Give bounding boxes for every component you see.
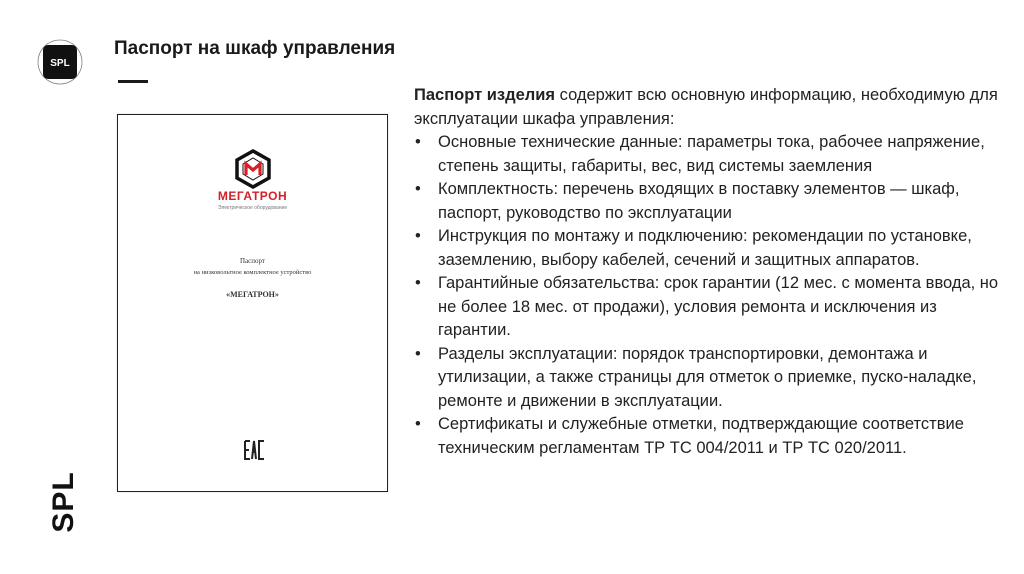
spl-logo-icon: [36, 38, 84, 86]
list-item: • Основные технические данные: параметры тока, рабочее напряжение, степень защиты, габариты, вес, вид системы заемления: [414, 131, 1004, 178]
intro-bold: Паспорт изделия: [414, 86, 556, 104]
list-item: • Гарантийные обязательства: срок гарантии (12 мес. с момента ввода, но не более 18 мес. от продажи), условия ремонта и исключения из гарантии.: [414, 272, 1004, 343]
passport-document-preview: [117, 114, 388, 492]
list-item: • Разделы эксплуатации: порядок транспортировки, демонтажа и утилизации, а также страницы для отметок о приемке, пуско-наладке, ремонте и движении в эксплуатации.: [414, 343, 1004, 414]
eac-mark-icon: [243, 439, 265, 461]
spl-logo-text: SPL: [50, 58, 70, 69]
megatron-logo-icon: [233, 149, 273, 189]
title-underline: [118, 80, 148, 83]
page-title: Паспорт на шкаф управления: [114, 38, 396, 59]
list-item: • Сертификаты и служебные отметки, подтверждающие соответствие техническим регламентам ТР ТС 004/2011 и ТР ТС 020/2011.: [414, 413, 1004, 460]
spl-logo: [36, 38, 84, 86]
intro-text: содержит всю основную информацию, необходимую для эксплуатации шкафа управления:: [414, 86, 998, 128]
doc-brand: МЕГАТРОН: [217, 189, 288, 203]
doc-line-2: на низковольтное комплектное устройство: [193, 269, 312, 276]
doc-line-1: Паспорт: [240, 257, 265, 265]
list-item: • Комплектность: перечень входящих в поставку элементов — шкаф, паспорт, руководство по эксплуатации: [414, 178, 1004, 225]
side-brand: [44, 462, 84, 542]
doc-line-3: «МЕГАТРОН»: [226, 290, 279, 299]
side-brand-text: SPL: [47, 471, 80, 533]
content-block: [414, 84, 1004, 460]
megatron-logo: [233, 149, 273, 189]
intro-paragraph: [414, 84, 1004, 131]
list-item: • Инструкция по монтажу и подключению: рекомендации по установке, заземлению, выбору кабелей, сечений и защитных аппаратов.: [414, 225, 1004, 272]
doc-tagline: Электрическое оборудование: [217, 205, 288, 211]
bullet-list: [414, 131, 1004, 460]
